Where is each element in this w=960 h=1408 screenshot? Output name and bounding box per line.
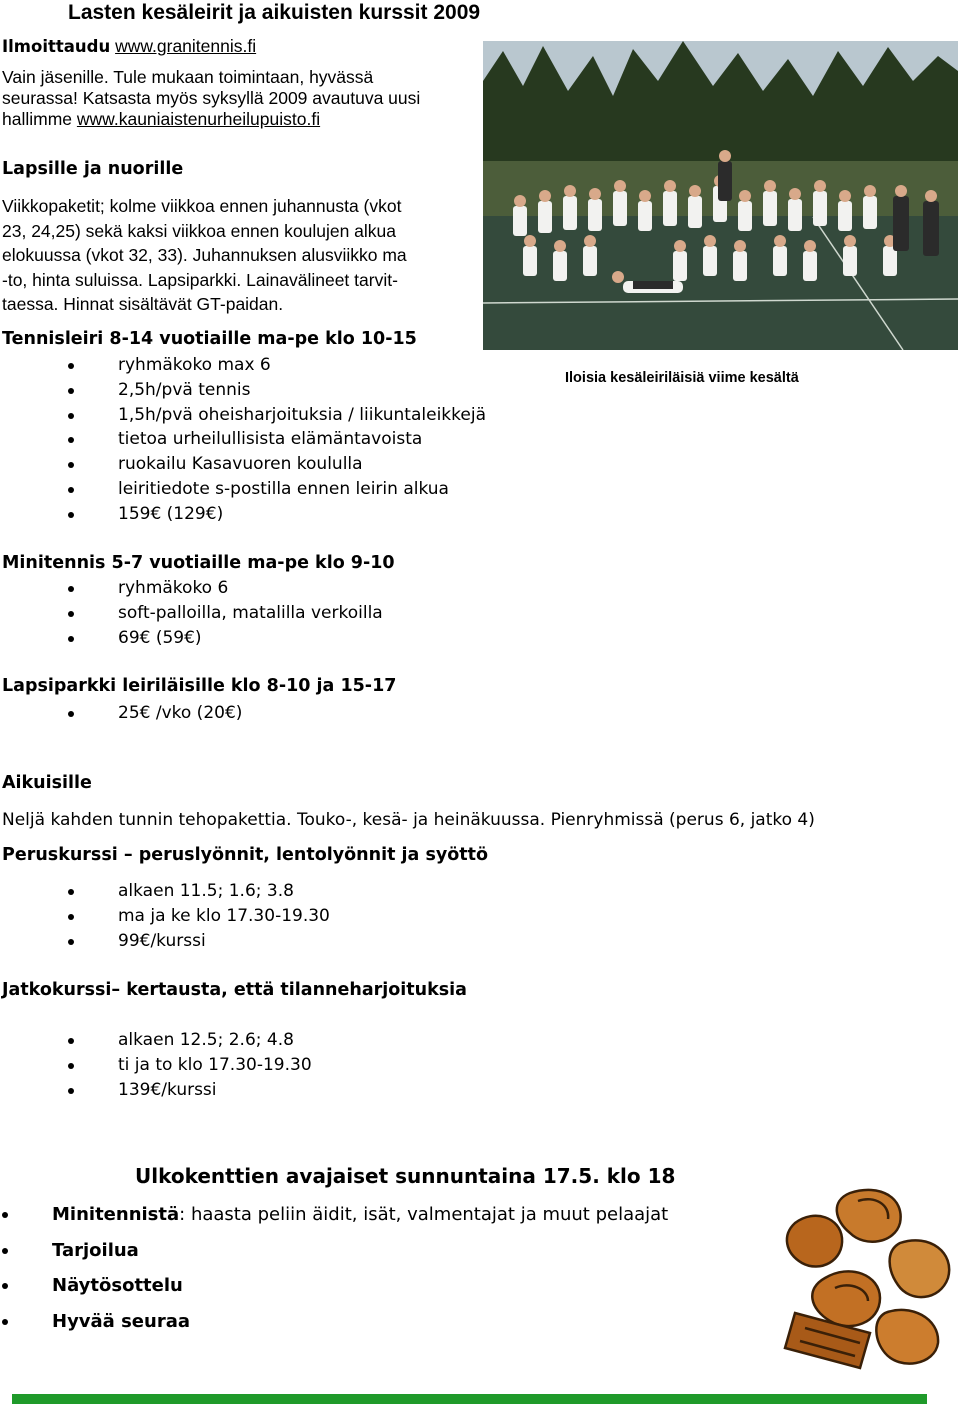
page-title: Lasten kesäleirit ja aikuisten kurssit 2009 xyxy=(68,1,481,24)
list-item: 2,5h/pvä tennis xyxy=(0,378,486,403)
pastry-clipart xyxy=(780,1183,960,1373)
parking-heading: Lapsiparkki leiriläisille klo 8-10 ja 15-17 xyxy=(2,676,397,696)
list-item: 99€/kurssi xyxy=(0,929,330,954)
signup-link[interactable]: www.granitennis.fi xyxy=(115,36,257,56)
camp-heading: Tennisleiri 8-14 vuotiaille ma-pe klo 10-15 xyxy=(2,329,417,349)
minitennis-list xyxy=(0,576,383,650)
signup-label: Ilmoittaudu xyxy=(2,37,111,56)
list-item: 25€ /vko (20€) xyxy=(0,701,242,726)
intro-block xyxy=(2,34,472,130)
minitennis-heading: Minitennis 5-7 vuotiaille ma-pe klo 9-10 xyxy=(2,553,395,573)
list-item: 69€ (59€) xyxy=(0,626,383,651)
kids-text-line: Viikkopaketit; kolme viikkoa ennen juhannusta (vkot xyxy=(2,196,402,216)
list-item: Tarjoilua xyxy=(0,1233,668,1269)
basic-course-heading: Peruskurssi – peruslyönnit, lentolyönnit ja syöttö xyxy=(2,845,489,865)
parking-list xyxy=(0,701,242,726)
list-item: alkaen 11.5; 1.6; 3.8 xyxy=(0,879,330,904)
list-item: 1,5h/pvä oheisharjoituksia / liikuntaleikkejä xyxy=(0,403,486,428)
advanced-course-heading: Jatkokurssi– kertausta, että tilanneharjoituksia xyxy=(2,980,467,1000)
bottom-green-bar xyxy=(12,1394,927,1404)
list-item: Hyvää seuraa xyxy=(0,1304,668,1340)
kids-heading: Lapsille ja nuorille xyxy=(2,159,184,179)
minitennis-text: : haasta peliin äidit, isät, valmentajat ja muut pelaajat xyxy=(179,1204,669,1225)
list-item: soft-palloilla, matalilla verkoilla xyxy=(0,601,383,626)
list-item xyxy=(0,1197,668,1233)
minitennis-label: Minitennistä xyxy=(52,1204,180,1225)
opening-list xyxy=(0,1197,668,1339)
kids-text-line: -to, hinta suluissa. Lapsiparkki. Lainavälineet tarvit- xyxy=(2,269,398,290)
list-item: alkaen 12.5; 2.6; 4.8 xyxy=(0,1028,312,1053)
members-text: Vain jäsenille. Tule mukaan toimintaan, hyvässä seurassa! Katsasta myös syksyllä 2009 avautuva uusi hallimme xyxy=(2,67,421,129)
kids-text-line: elokuussa (vkot 32, 33). Juhannuksen alusviikko ma xyxy=(2,245,407,266)
list-item: leiritiedote s-postilla ennen leirin alkua xyxy=(0,477,486,502)
group-photo xyxy=(483,41,958,350)
list-item: ryhmäkoko 6 xyxy=(0,576,383,601)
photo-caption: Iloisia kesäleiriläisiä viime kesältä xyxy=(565,370,799,386)
list-item: ti ja to klo 17.30-19.30 xyxy=(0,1053,312,1078)
camp-list xyxy=(0,353,486,527)
opening-heading: Ulkokenttien avajaiset sunnuntaina 17.5. klo 18 xyxy=(135,1164,676,1188)
list-item: 159€ (129€) xyxy=(0,502,486,527)
list-item: tietoa urheilullisista elämäntavoista xyxy=(0,427,486,452)
list-item: ruokailu Kasavuoren koululla xyxy=(0,452,486,477)
adults-text: Neljä kahden tunnin tehopakettia. Touko-, kesä- ja heinäkuussa. Pienryhmissä (perus 6, jatko 4) xyxy=(2,810,815,830)
list-item: Näytösottelu xyxy=(0,1268,668,1304)
advanced-course-list xyxy=(0,1028,312,1102)
hall-link[interactable]: www.kauniaistenurheilupuisto.fi xyxy=(76,109,321,129)
list-item: ryhmäkoko max 6 xyxy=(0,353,486,378)
adults-heading: Aikuisille xyxy=(2,773,92,793)
kids-text-line: 23, 24,25) sekä kaksi viikkoa ennen koulujen alkua xyxy=(2,220,396,241)
list-item: ma ja ke klo 17.30-19.30 xyxy=(0,904,330,929)
kids-text-line: taessa. Hinnat sisältävät GT-paidan. xyxy=(2,294,284,315)
basic-course-list xyxy=(0,879,330,953)
list-item: 139€/kurssi xyxy=(0,1078,312,1103)
kids-text xyxy=(2,194,407,317)
